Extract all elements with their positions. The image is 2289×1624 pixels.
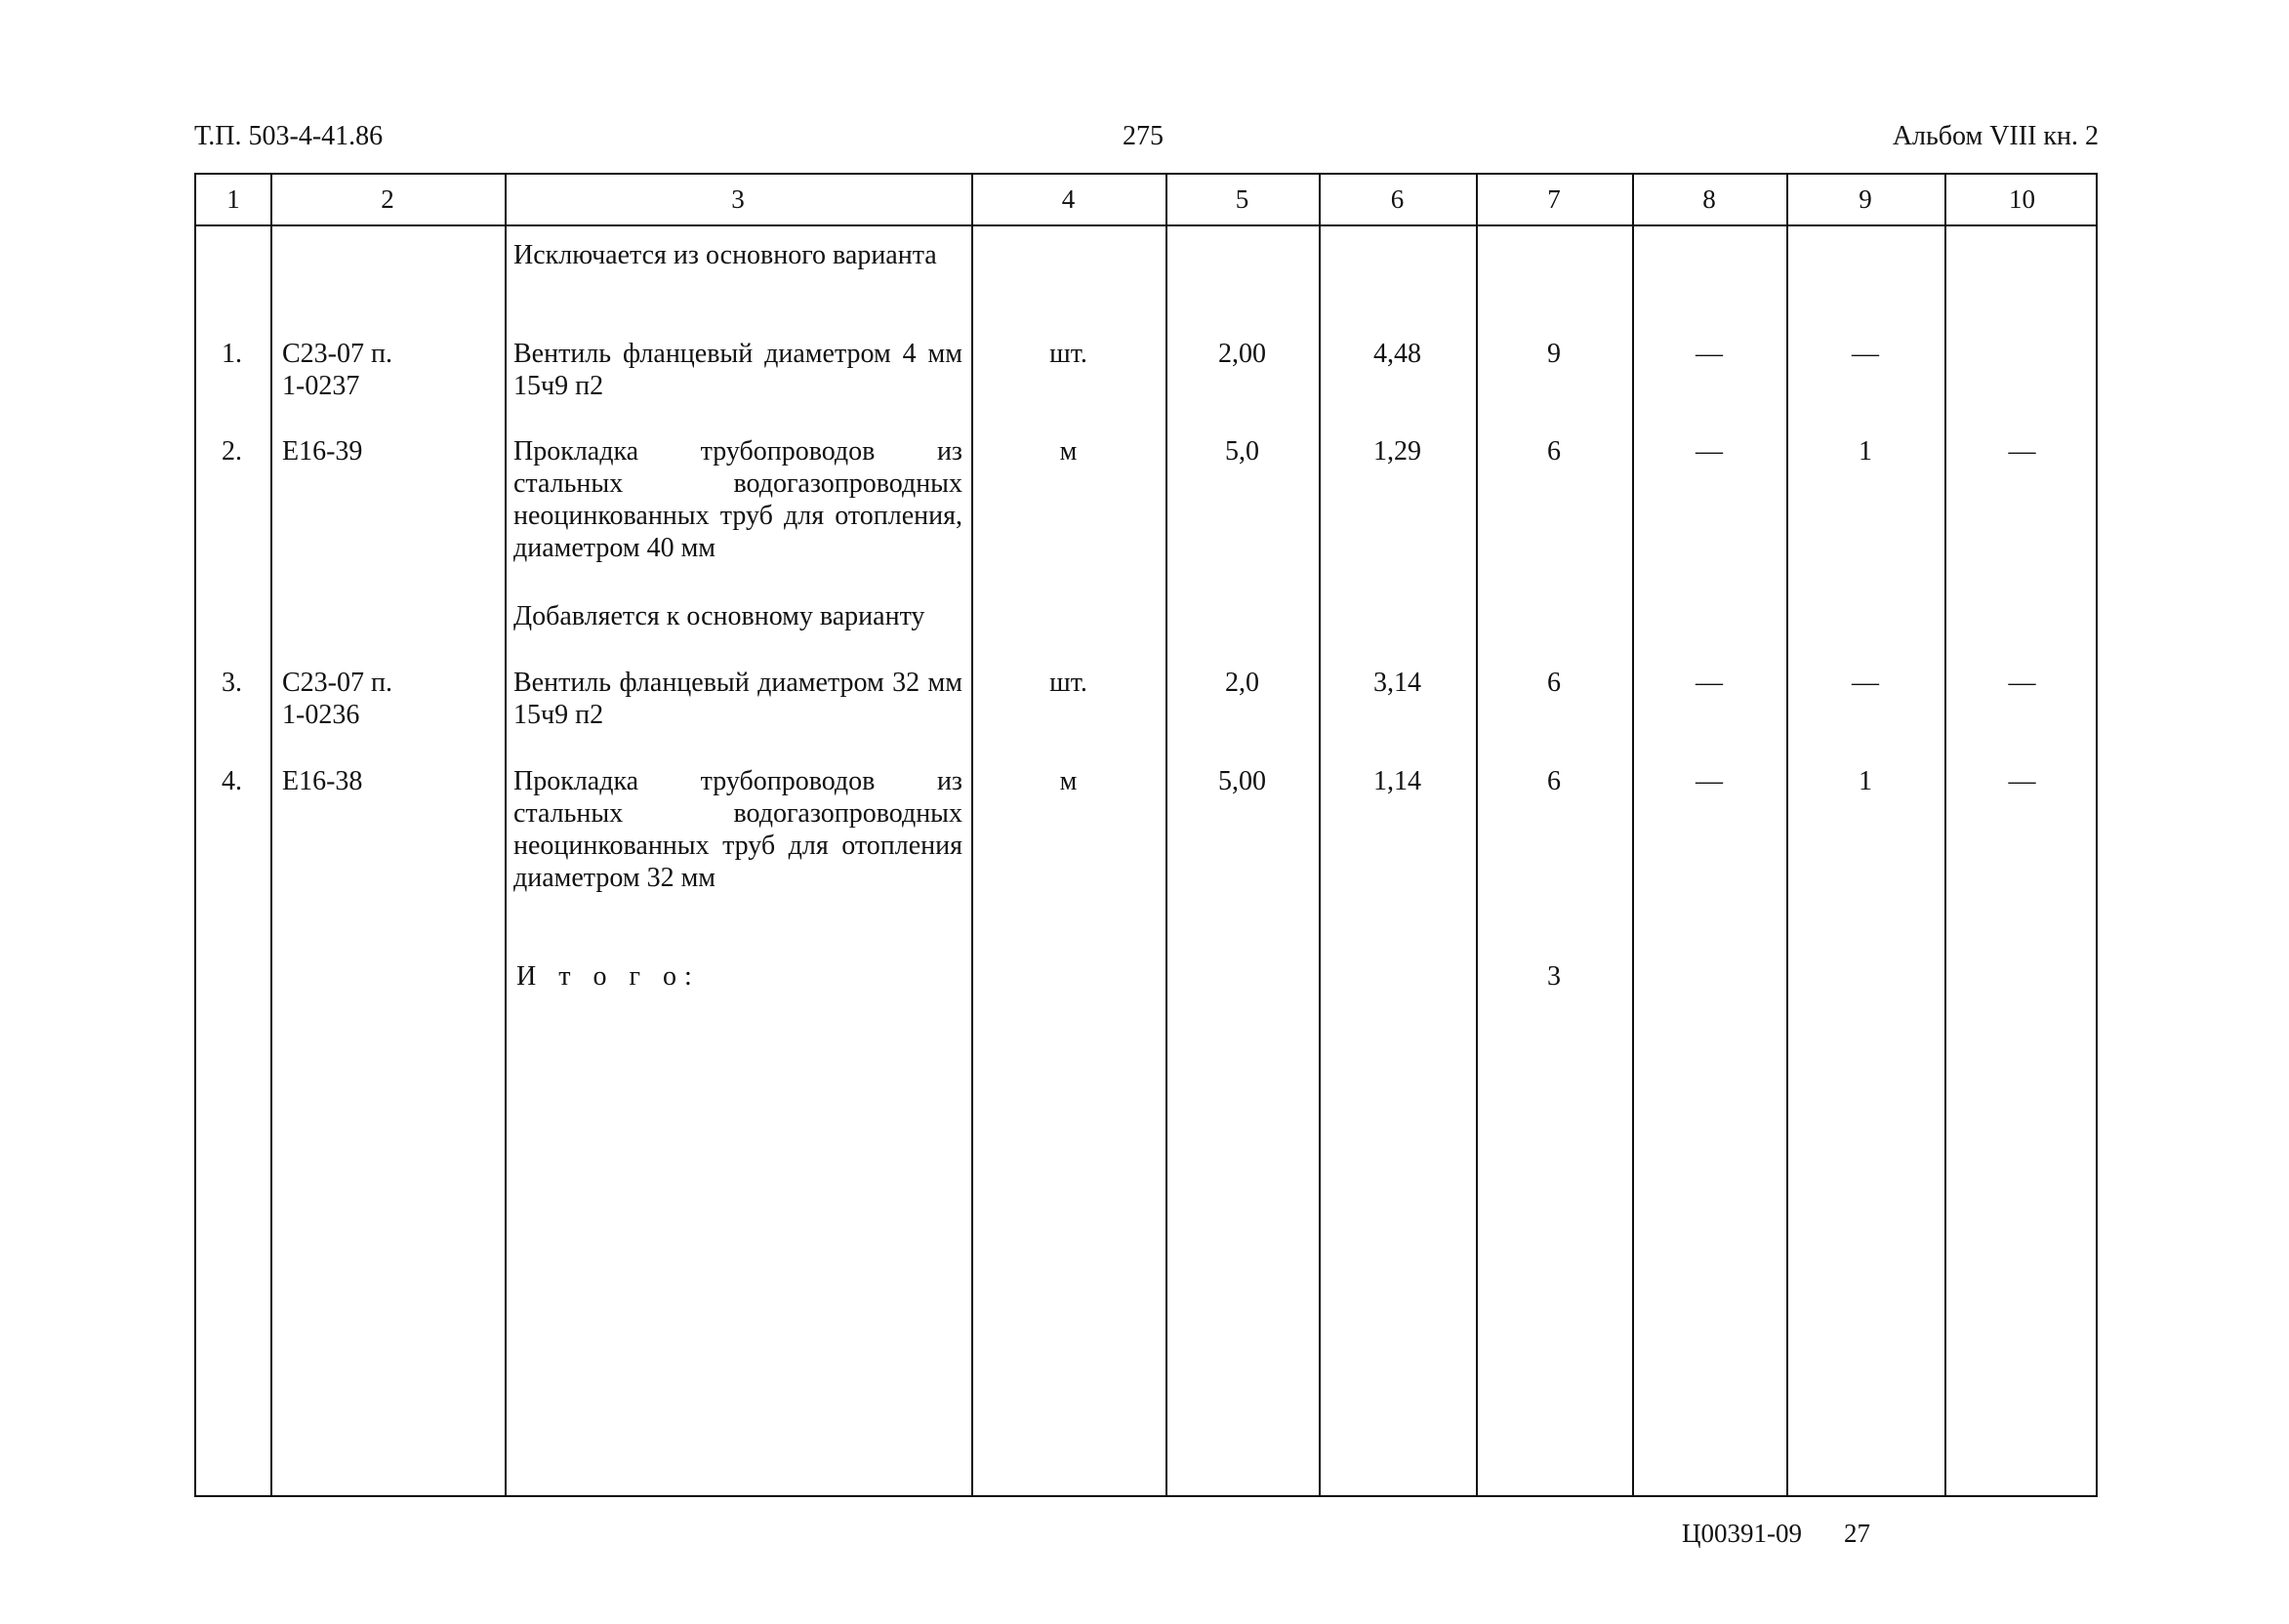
column-divider (1319, 175, 1321, 1495)
row-col10: — (2008, 436, 2036, 467)
footer-page: 27 (1844, 1519, 1870, 1548)
row-col6: 1,29 (1373, 436, 1421, 467)
column-divider (505, 175, 507, 1495)
row-col8: — (1696, 668, 1723, 698)
row-col9: 1 (1859, 766, 1872, 796)
row-col6: 4,48 (1373, 339, 1421, 369)
row-number: 3. (222, 668, 242, 698)
section-excluded: Исключается из основного варианта (513, 240, 937, 270)
row-description: Прокладка трубопроводов из стальных водогазопроводных неоцинкованных труб для отопления диаметром 32 мм (513, 766, 962, 893)
row-col9: — (1852, 668, 1879, 698)
row-number: 2. (222, 436, 242, 467)
page-number: 275 (1123, 121, 1164, 151)
column-header: 8 (1702, 184, 1716, 214)
row-col9: 1 (1859, 436, 1872, 467)
row-unit: шт. (1049, 668, 1087, 698)
column-divider (270, 175, 272, 1495)
row-number: 4. (222, 766, 242, 796)
row-unit: м (1059, 766, 1078, 796)
column-divider (1476, 175, 1478, 1495)
column-header: 9 (1859, 184, 1872, 214)
row-col8: — (1696, 436, 1723, 467)
column-header: 6 (1390, 184, 1405, 214)
column-header: 2 (381, 184, 394, 214)
row-col5: 2,00 (1218, 339, 1266, 369)
album-label: Альбом VIII кн. 2 (1892, 121, 2099, 151)
column-divider (1786, 175, 1788, 1495)
row-col5: 5,0 (1225, 436, 1259, 467)
total-label: И т о г о: (516, 961, 700, 992)
total-value: 3 (1547, 961, 1561, 992)
row-col7: 6 (1547, 766, 1561, 796)
row-col5: 2,0 (1225, 668, 1259, 698)
column-header: 7 (1547, 184, 1561, 214)
row-col6: 3,14 (1373, 668, 1421, 698)
row-col10: — (2008, 668, 2036, 698)
column-header: 1 (226, 184, 240, 214)
row-code: Е16-39 (282, 436, 363, 467)
header-divider (196, 224, 2096, 226)
row-code: С23-07 п. 1-0237 (282, 339, 392, 401)
row-col6: 1,14 (1373, 766, 1421, 796)
row-code: С23-07 п. 1-0236 (282, 668, 392, 730)
column-divider (1944, 175, 1946, 1495)
row-col9: — (1852, 339, 1879, 369)
column-divider (971, 175, 973, 1495)
row-code: Е16-38 (282, 766, 363, 796)
column-header: 10 (2009, 184, 2035, 214)
row-unit: м (1059, 436, 1078, 467)
row-col7: 9 (1547, 339, 1561, 369)
column-header: 4 (1061, 184, 1076, 214)
row-description: Вентиль фланцевый диаметром 4 мм 15ч9 п2 (513, 339, 962, 401)
row-description: Прокладка трубопроводов из стальных водогазопроводных неоцинкованных труб для отопления, диаметром 40 мм (513, 436, 962, 563)
row-col7: 6 (1547, 668, 1561, 698)
doc-code: Т.П. 503-4-41.86 (194, 121, 384, 151)
column-header: 3 (731, 184, 745, 214)
section-added: Добавляется к основному варианту (513, 601, 925, 631)
column-divider (1165, 175, 1167, 1495)
row-col10: — (2008, 766, 2036, 796)
row-col7: 6 (1547, 436, 1561, 467)
estimate-table (194, 173, 2098, 1497)
row-col8: — (1696, 339, 1723, 369)
row-description: Вентиль фланцевый диаметром 32 мм 15ч9 п2 (513, 668, 962, 730)
row-number: 1. (222, 339, 242, 369)
footer-code: Ц00391-09 (1682, 1519, 1802, 1548)
column-header: 5 (1235, 184, 1249, 214)
row-unit: шт. (1049, 339, 1087, 369)
row-col5: 5,00 (1218, 766, 1266, 796)
row-col8: — (1696, 766, 1723, 796)
column-divider (1632, 175, 1634, 1495)
